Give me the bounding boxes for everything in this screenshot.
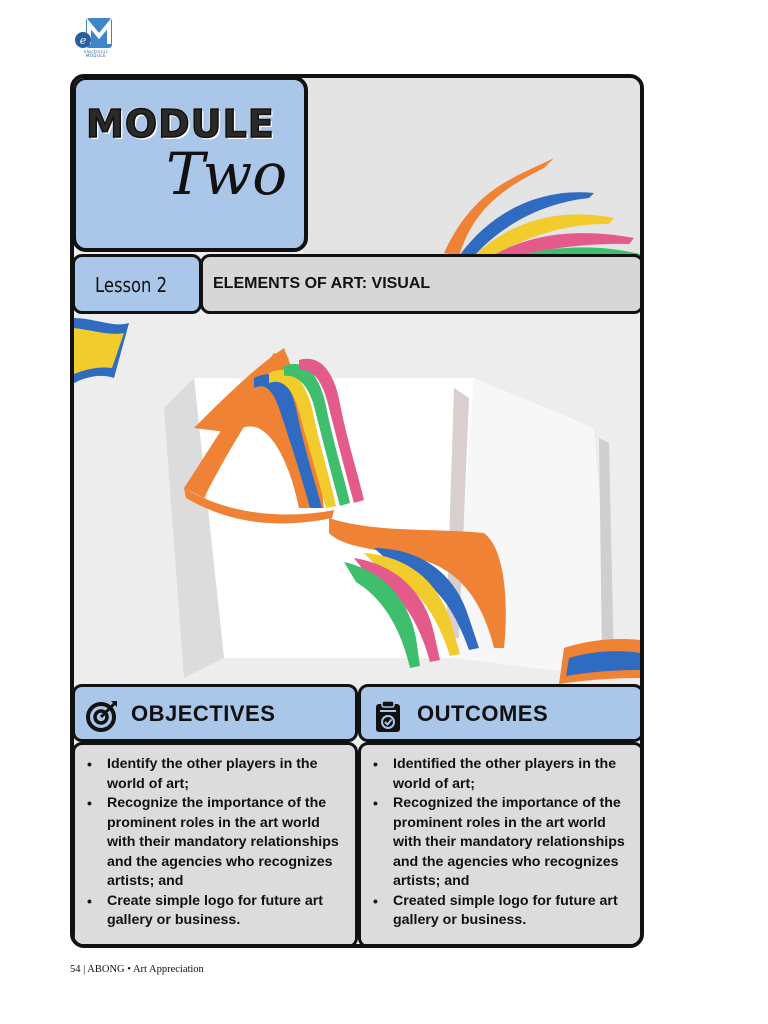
clipboard-check-icon (371, 699, 405, 733)
outcome-item: • Identified the other players in the world of art; (373, 755, 633, 794)
page-footer: 54 | ABONG • Art Appreciation (70, 964, 204, 975)
module-title-box (72, 76, 308, 252)
outcomes-body (358, 742, 644, 948)
objective-item: • Create simple logo for future art gallery or business. (87, 892, 347, 931)
lesson-title-box (200, 254, 644, 314)
outcomes-heading: OUTCOMES (417, 701, 549, 726)
module-number: Two (166, 140, 288, 208)
objective-item: • Recognize the importance of the prominent roles in the art world with their mandatory relationships and the agencies who recognizes artists; and (87, 794, 347, 892)
outcome-item: • Created simple logo for future art gallery or business. (373, 892, 633, 931)
target-icon (85, 699, 119, 733)
objective-item: • Identify the other players in the world of art; (87, 755, 347, 794)
objectives-header (72, 684, 358, 742)
lesson-title: ELEMENTS OF ART: VISUAL (213, 275, 431, 292)
objectives-heading: OBJECTIVES (131, 701, 276, 726)
module-word: MODULE (86, 102, 275, 146)
lesson-number: Lesson 2 (95, 273, 168, 297)
svg-text:e: e (79, 34, 87, 47)
module-card (70, 74, 644, 948)
outcomes-header (358, 684, 644, 742)
outcome-item: • Recognized the importance of the prominent roles in the art world with their mandatory relationships and the agencies who recognizes artists; and (373, 794, 633, 892)
logo-caption: electronic MODULE (83, 49, 109, 58)
objectives-body (72, 742, 358, 948)
lesson-tag (72, 254, 202, 314)
